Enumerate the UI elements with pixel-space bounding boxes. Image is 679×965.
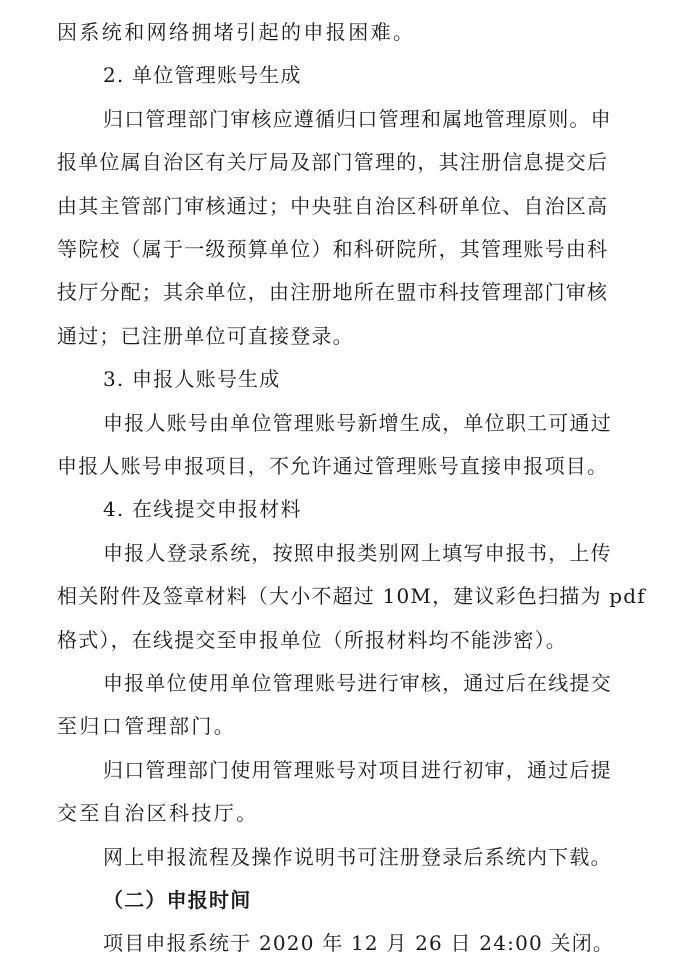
- text-line: 等院校（属于一级预算单位）和科研院所，其管理账号由科: [57, 237, 609, 261]
- text-line: 至归口管理部门。: [57, 714, 237, 738]
- text-line: 通过；已注册单位可直接登录。: [57, 324, 354, 348]
- text-line: 申报人账号申报项目，不允许通过管理账号直接申报项目。: [57, 454, 609, 478]
- text-line: 申报人账号由单位管理账号新增生成，单位职工可通过: [103, 411, 612, 435]
- text-line: 由其主管部门审核通过；中央驻自治区科研单位、自治区高: [57, 194, 609, 218]
- text-line: 报单位属自治区有关厅局及部门管理的，其注册信息提交后: [57, 150, 609, 174]
- section-heading: （二）申报时间: [103, 888, 252, 912]
- section-heading: 4. 在线提交申报材料: [103, 497, 302, 521]
- text-line: 相关附件及签章材料（大小不超过 10M，建议彩色扫描为 pdf: [57, 584, 646, 608]
- section-heading: 3. 申报人账号生成: [103, 367, 281, 391]
- text-line: 交至自治区科技厅。: [57, 801, 259, 825]
- text-line: 申报单位使用单位管理账号进行审核，通过后在线提交: [103, 671, 612, 695]
- text-line: 归口管理部门审核应遵循归口管理和属地管理原则。申: [103, 107, 612, 131]
- text-line: 技厅分配；其余单位，由注册地所在盟市科技管理部门审核: [57, 280, 609, 304]
- text-line: 格式），在线提交至申报单位（所报材料均不能涉密）。: [57, 628, 567, 652]
- text-line: 网上申报流程及操作说明书可注册登录后系统内下载。: [103, 845, 612, 869]
- section-heading: 2. 单位管理账号生成: [103, 63, 302, 87]
- text-line: 申报人登录系统，按照申报类别网上填写申报书，上传: [103, 541, 612, 565]
- text-line: 归口管理部门使用管理账号对项目进行初审，通过后提: [103, 758, 612, 782]
- text-line: 项目申报系统于 2020 年 12 月 26 日 24:00 关闭。: [103, 931, 615, 955]
- text-line: 因系统和网络拥堵引起的申报困难。: [57, 20, 416, 44]
